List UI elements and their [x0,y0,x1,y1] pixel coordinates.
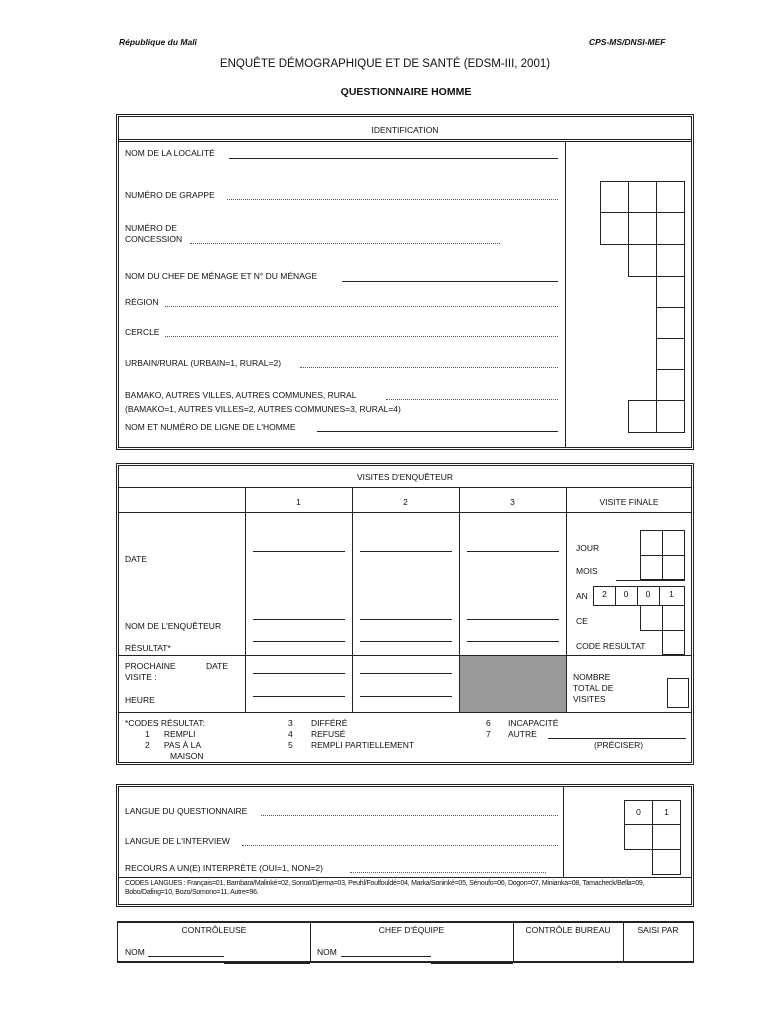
visit2-enqueteur-field[interactable] [360,619,452,620]
region-box[interactable] [656,276,685,308]
visit3-date-field[interactable] [467,551,559,552]
identification-heading: IDENTIFICATION [371,125,439,135]
code-2-cont: MAISON [170,751,204,761]
chef-menage-label: NOM DU CHEF DE MÉNAGE ET N° DU MÉNAGE [125,271,318,281]
jour-label: JOUR [576,543,600,553]
an-digit-2: 0 [615,586,638,606]
localite-label: NOM DE LA LOCALITÉ [125,148,215,158]
code-7-num: 7 [486,729,491,739]
visit3-enqueteur-field[interactable] [467,619,559,620]
bamako-label: BAMAKO, AUTRES VILLES, AUTRES COMMUNES, RURAL [125,390,357,400]
controle-bureau-label: CONTRÔLE BUREAU [525,925,611,935]
visit3-shaded-cell [460,656,566,712]
visit3-resultat-field[interactable] [467,641,559,642]
ce-box-1[interactable] [640,605,663,631]
interprete-label: RECOURS A UN(E) INTERPRÈTE (OUI=1, NON=2) [125,863,323,873]
chef-menage-field[interactable] [342,281,558,282]
controleuse-nom-field[interactable] [148,956,224,957]
date-label: DATE [125,554,148,564]
grappe-box-2[interactable] [628,181,657,213]
code-5-num: 5 [288,740,293,750]
concession-box-3[interactable] [656,212,685,245]
code-1: 1 REMPLI [145,729,196,739]
visit1-enqueteur-field[interactable] [253,619,345,620]
langue-questionnaire-digit-1: 0 [624,800,653,825]
homme-label: NOM ET NUMÉRO DE LIGNE DE L'HOMME [125,422,296,432]
cercle-label: CERCLE [125,327,160,337]
menage-box-1[interactable] [628,244,657,277]
col-visit-2: 2 [403,497,408,507]
agency-label: CPS-MS/DNSI-MEF [589,37,666,47]
visit1-date-field[interactable] [253,551,345,552]
controleuse-label: CONTRÔLEUSE [181,925,247,935]
urbain-box[interactable] [656,338,685,370]
nombre-label-3: VISITES [573,694,606,704]
visit2-date-field[interactable] [360,551,452,552]
interprete-box[interactable] [652,849,681,875]
ce-box-2[interactable] [662,605,685,631]
prochaine-visite-label: VISITE : [125,672,157,682]
visit2-heure-field[interactable] [360,696,452,697]
code-6-num: 6 [486,718,491,728]
visit1-heure-field[interactable] [253,696,345,697]
preciser-label: (PRÉCISER) [594,740,644,750]
nombre-label-2: TOTAL DE [573,683,614,693]
langue-questionnaire-digit-2: 1 [652,800,681,825]
autre-field[interactable] [548,738,686,739]
nombre-visites-box[interactable] [667,678,689,708]
langue-questionnaire-label: LANGUE DU QUESTIONNAIRE [125,806,248,816]
visit2-resultat-field[interactable] [360,641,452,642]
code-4-num: 4 [288,729,293,739]
jour-box-1[interactable] [640,530,663,556]
code-6: INCAPACITÉ [508,718,559,728]
resultat-label: RÉSULTAT* [125,643,171,653]
homme-box-1[interactable] [628,400,657,433]
visit1-prochaine-date-field[interactable] [253,673,345,674]
grappe-box-1[interactable] [600,181,629,213]
homme-box-2[interactable] [656,400,685,433]
code-5: REMPLI PARTIELLEMENT [311,740,415,750]
localite-field[interactable] [229,158,558,159]
concession-box-1[interactable] [600,212,629,245]
homme-field[interactable] [317,431,558,432]
visites-heading: VISITES D'ENQUÊTEUR [356,472,454,482]
langue-interview-label: LANGUE DE L'INTERVIEW [125,836,230,846]
mois-label: MOIS [576,566,598,576]
langue-interview-box-1[interactable] [624,824,653,850]
concession-label-2: CONCESSION [125,234,183,244]
chef-equipe-label: CHEF D'ÉQUIPE [378,925,445,935]
code-3-num: 3 [288,718,293,728]
enqueteur-label: NOM DE L'ENQUÊTEUR [125,621,222,631]
country-label: République du Mali [119,37,197,47]
chef-nom-field[interactable] [341,956,431,957]
urbain-rural-label: URBAIN/RURAL (URBAIN=1, RURAL=2) [125,358,282,368]
bamako-box[interactable] [656,369,685,401]
an-digit-1: 2 [593,586,616,606]
col-visit-1: 1 [296,497,301,507]
codes-langues: CODES LANGUES : Français=01, Bambara/Malinké=02, Sonraï/Djerma=03, Peuhl/Foulfouldé=04, Marka/Soninké=05, Sénoufo=06, Dogon=07, Minianka=08, Tamacheck/Bella=09, Bobo/Dafing=10, Bozo/Somono=11, Autre=96. [125,880,645,896]
an-digit-3: 0 [637,586,660,606]
codes-resultat-title: *CODES RÉSULTAT: [125,718,205,728]
col-visit-3: 3 [510,497,515,507]
an-digit-4: 1 [659,586,685,606]
heure-label: HEURE [125,695,155,705]
prochaine-label: PROCHAINE [125,661,176,671]
questionnaire-title: QUESTIONNAIRE HOMME [340,86,472,98]
code-3: DIFFÉRÉ [311,718,348,728]
bamako-codes: (BAMAKO=1, AUTRES VILLES=2, AUTRES COMMUNES=3, RURAL=4) [125,404,401,414]
an-label: AN [576,591,588,601]
concession-box-2[interactable] [628,212,657,245]
survey-title: ENQUÊTE DÉMOGRAPHIQUE ET DE SANTÉ (EDSM-III, 2001) [219,58,551,70]
code-2: 2 PAS À LA [145,740,202,750]
col-visite-finale: VISITE FINALE [599,497,659,507]
concession-label-1: NUMÉRO DE [125,223,177,233]
code-4: REFUSÉ [311,729,346,739]
langue-interview-box-2[interactable] [652,824,681,850]
ce-label: CE [576,616,588,626]
grappe-label: NUMÉRO DE GRAPPE [125,190,215,200]
cercle-box-1[interactable] [656,307,685,339]
region-label: RÉGION [125,297,159,307]
grappe-box-3[interactable] [656,181,685,213]
code-resultat-box[interactable] [662,630,685,655]
saisi-par-label: SAISI PAR [637,925,679,935]
code-7: AUTRE [508,729,537,739]
mois-box-2[interactable] [662,555,685,580]
prochaine-date-label: DATE [206,661,229,671]
chef-nom-label: NOM [317,947,337,957]
jour-box-2[interactable] [662,530,685,556]
menage-box-2[interactable] [656,244,685,277]
controleuse-nom-label: NOM [125,947,145,957]
code-resultat-label: CODE RESULTAT [576,641,646,651]
mois-box-1[interactable] [640,555,663,580]
nombre-label-1: NOMBRE [573,672,611,682]
visit1-resultat-field[interactable] [253,641,345,642]
visit2-prochaine-date-field[interactable] [360,673,452,674]
